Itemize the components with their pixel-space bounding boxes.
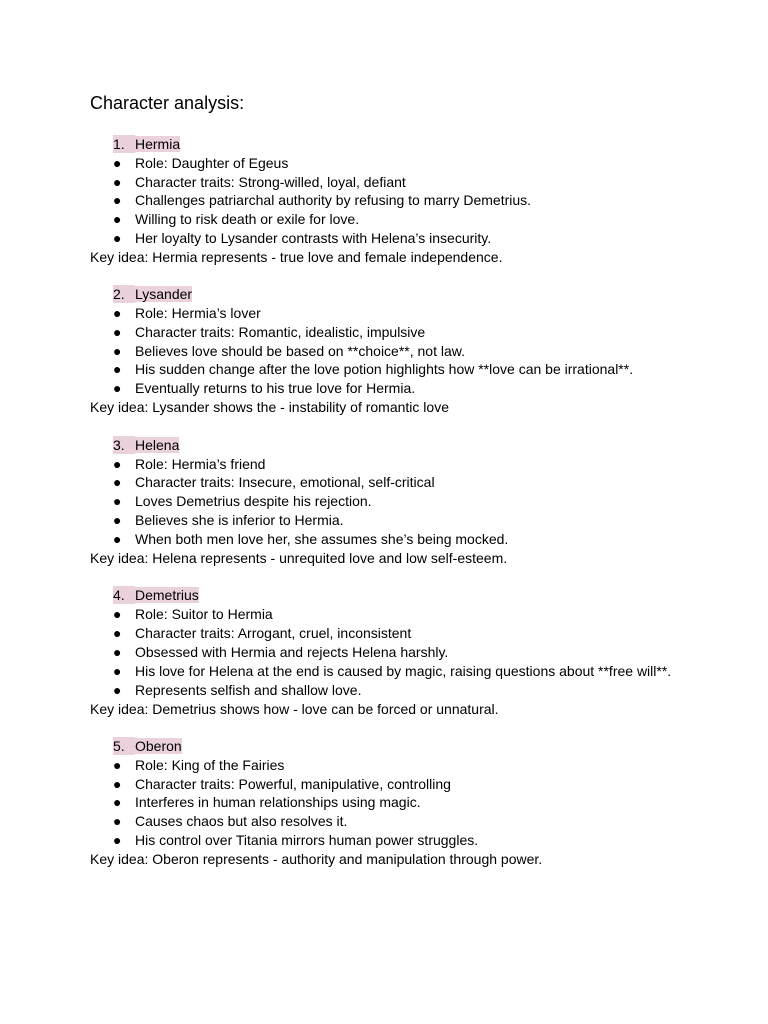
bullet-icon: ● <box>113 512 122 528</box>
list-item: ● Believes love should be based on **choice**, not law. <box>113 343 465 359</box>
list-item: ● His control over Titania mirrors human power struggles. <box>113 832 479 848</box>
section-heading <box>113 285 192 303</box>
list-item: ● Her loyalty to Lysander contrasts with Helena’s insecurity. <box>113 230 492 246</box>
bullet-icon: ● <box>113 474 122 490</box>
bullet-icon: ● <box>113 343 122 359</box>
list-item: ● Eventually returns to his true love for Hermia. <box>113 380 416 396</box>
list-item: ● Character traits: Arrogant, cruel, inconsistent <box>113 625 412 641</box>
list-item: ● Role: Hermia’s friend <box>113 456 266 472</box>
bullet-icon: ● <box>113 776 122 792</box>
document-title: Character analysis: <box>90 93 245 113</box>
bullet-icon: ● <box>113 230 122 246</box>
bullet-icon: ● <box>113 324 122 340</box>
section-number: 4. <box>113 586 135 604</box>
section-heading <box>113 737 182 755</box>
list-item: ● Role: King of the Fairies <box>113 757 285 773</box>
section-heading <box>113 135 180 153</box>
bullet-icon: ● <box>113 606 122 622</box>
bullet-icon: ● <box>113 305 122 321</box>
section-number: 2. <box>113 285 135 303</box>
list-item: ● Interferes in human relationships using magic. <box>113 794 421 810</box>
key-idea: Key idea: Hermia represents - true love and female independence. <box>90 249 503 265</box>
bullet-icon: ● <box>113 757 122 773</box>
list-item: ● Obsessed with Hermia and rejects Helena harshly. <box>113 644 449 660</box>
list-item: ● Causes chaos but also resolves it. <box>113 813 348 829</box>
list-item: ● Represents selfish and shallow love. <box>113 682 362 698</box>
key-idea: Key idea: Helena represents - unrequited love and low self-esteem. <box>90 550 508 566</box>
key-idea: Key idea: Oberon represents - authority and manipulation through power. <box>90 851 543 867</box>
list-item: ● Character traits: Romantic, idealistic, impulsive <box>113 324 426 340</box>
bullet-icon: ● <box>113 493 122 509</box>
bullet-icon: ● <box>113 361 122 377</box>
section-name: Oberon <box>135 738 182 754</box>
list-item: ● Character traits: Insecure, emotional, self-critical <box>113 474 435 490</box>
bullet-icon: ● <box>113 192 122 208</box>
section-number: 1. <box>113 135 135 153</box>
list-item: ● Role: Suitor to Hermia <box>113 606 273 622</box>
section-name: Lysander <box>135 286 193 302</box>
list-item: ● Role: Hermia’s lover <box>113 305 261 321</box>
bullet-icon: ● <box>113 644 122 660</box>
list-item: ● Loves Demetrius despite his rejection. <box>113 493 372 509</box>
list-item: ● Role: Daughter of Egeus <box>113 155 289 171</box>
section-number: 5. <box>113 737 135 755</box>
bullet-icon: ● <box>113 211 122 227</box>
bullet-icon: ● <box>113 813 122 829</box>
key-idea: Key idea: Demetrius shows how - love can be forced or unnatural. <box>90 701 499 717</box>
bullet-icon: ● <box>113 531 122 547</box>
bullet-icon: ● <box>113 456 122 472</box>
bullet-icon: ● <box>113 832 122 848</box>
bullet-icon: ● <box>113 682 122 698</box>
list-item: ● His love for Helena at the end is caused by magic, raising questions about **free will**. <box>113 663 672 679</box>
list-item: ● Believes she is inferior to Hermia. <box>113 512 344 528</box>
section-name: Hermia <box>135 136 181 152</box>
section-number: 3. <box>113 436 135 454</box>
section-name: Demetrius <box>135 587 199 603</box>
list-item: ● When both men love her, she assumes she’s being mocked. <box>113 531 509 547</box>
section-name: Helena <box>135 437 180 453</box>
list-item: ● His sudden change after the love potion highlights how **love can be irrational**. <box>113 361 634 377</box>
section-heading <box>113 586 199 604</box>
list-item: ● Challenges patriarchal authority by refusing to marry Demetrius. <box>113 192 532 208</box>
bullet-icon: ● <box>113 380 122 396</box>
bullet-icon: ● <box>113 155 122 171</box>
list-item: ● Willing to risk death or exile for love. <box>113 211 360 227</box>
section-heading <box>113 436 179 454</box>
bullet-icon: ● <box>113 174 122 190</box>
bullet-icon: ● <box>113 625 122 641</box>
bullet-icon: ● <box>113 663 122 679</box>
bullet-icon: ● <box>113 794 122 810</box>
list-item: ● Character traits: Powerful, manipulative, controlling <box>113 776 451 792</box>
key-idea: Key idea: Lysander shows the - instability of romantic love <box>90 399 449 415</box>
list-item: ● Character traits: Strong-willed, loyal, defiant <box>113 174 406 190</box>
